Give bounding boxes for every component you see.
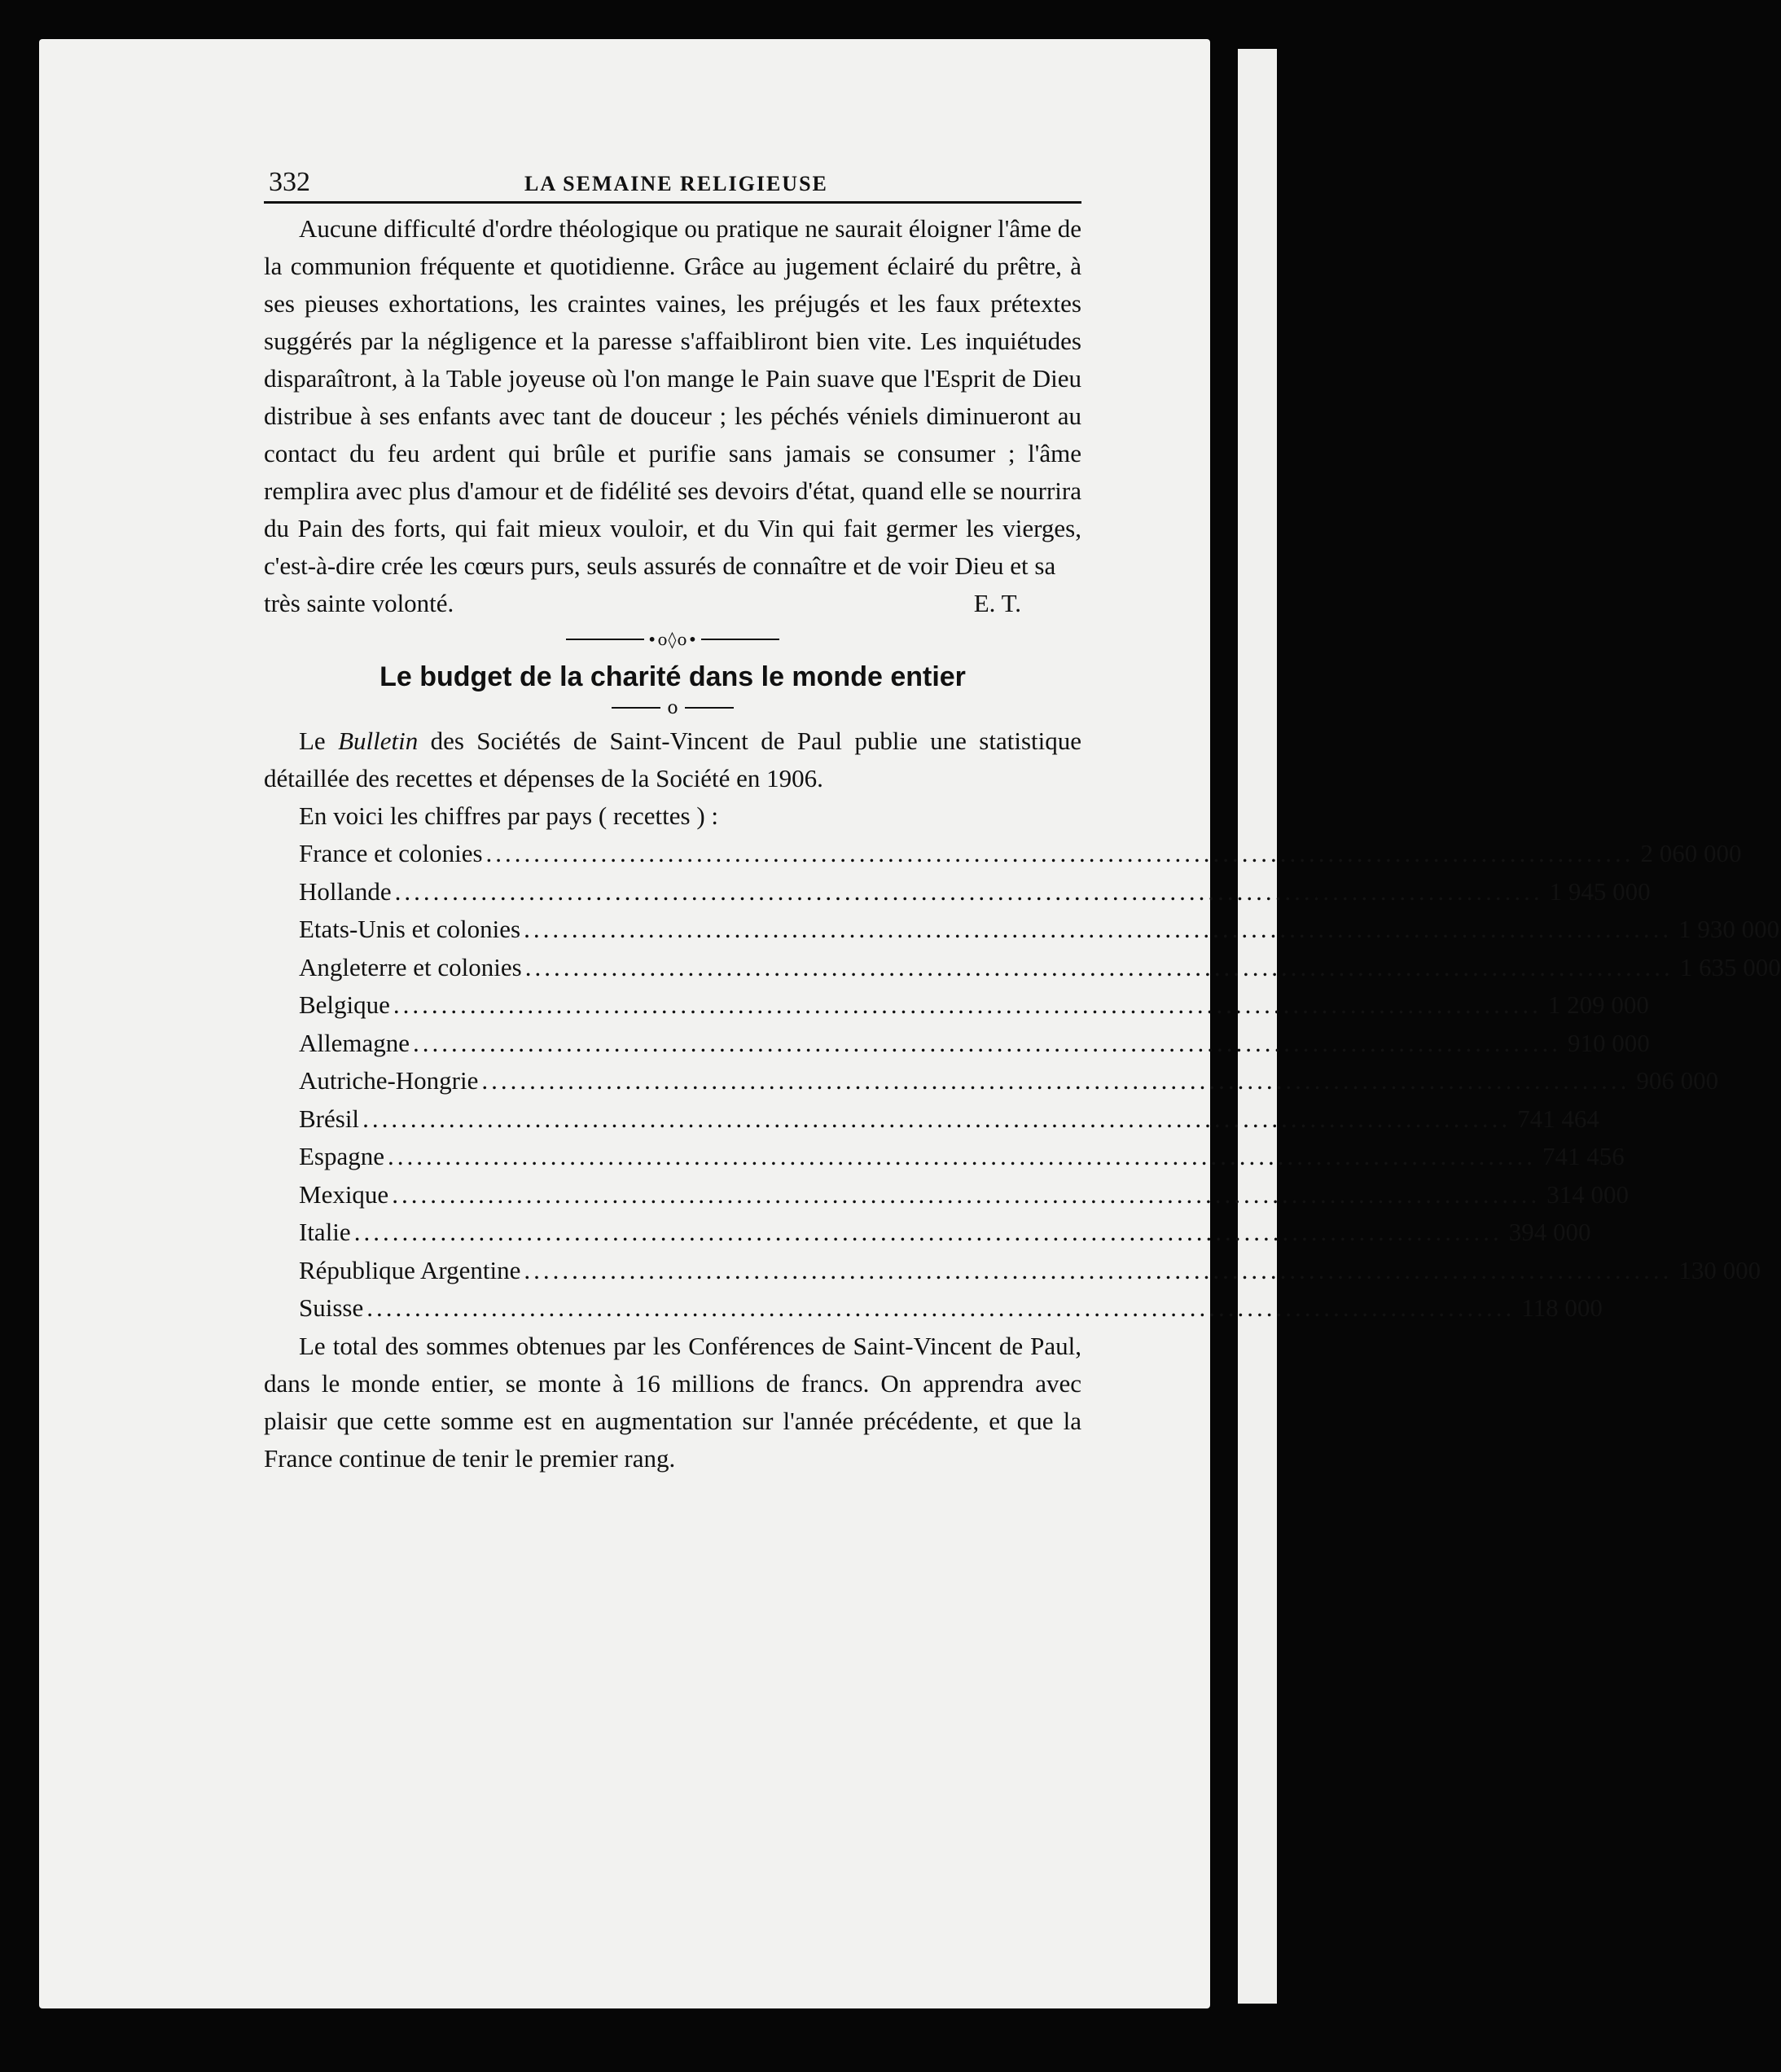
divider-rule-left xyxy=(566,639,644,640)
dot-leader: ........................................................................................................................ xyxy=(524,1255,1673,1284)
receipt-amount: 910 000 xyxy=(1568,1028,1650,1057)
receipts-table xyxy=(299,835,1781,1328)
intro-paragraph: Aucune difficulté d'ordre théologique ou pratique ne saurait éloigner l'âme de la communion fréquente et quotidienne. Grâce au jugement éclairé du prêtre, à ses pieuses exhortations, les craintes vaines, les préjugés et les faux prétextes suggérés par la négligence et la paresse s'affaibliront bien vite. Les inquiétudes disparaîtront, à la Table joyeuse où l'on mange le Pain suave que l'Esprit de Dieu distribue à ses enfants avec tant de douceur ; les péchés véniels diminueront au contact du feu ardent qui brûle et purifie sans jamais se consumer ; l'âme remplira avec plus d'amour et de fidélité ses devoirs d'état, quand elle se nourrira du Pain des forts, qui fait mieux vouloir, et du Vin qui fait germer les vierges, c'est-à-dire crée les cœurs purs, seuls assurés de connaître et de voir Dieu et sa xyxy=(264,214,1081,580)
title-divider-rule-right xyxy=(685,707,734,709)
paragraph-1-prefix: Le xyxy=(299,727,339,755)
dot-leader: ........................................................................................................................ xyxy=(481,1066,1630,1095)
intro-closing-line xyxy=(264,585,1081,622)
receipt-amount: 1 945 000 xyxy=(1549,876,1651,906)
receipt-amount: 741 456 xyxy=(1542,1142,1625,1170)
country-name: Belgique xyxy=(299,990,390,1019)
country-name: Mexique xyxy=(299,1179,389,1209)
country-name: Autriche-Hongrie xyxy=(299,1066,479,1095)
table-row xyxy=(299,873,1651,911)
receipt-amount: 2 060 000 xyxy=(1640,839,1742,867)
table-row xyxy=(299,835,1742,873)
title-divider-mark: o xyxy=(667,697,678,718)
table-row xyxy=(299,986,1649,1025)
dot-leader: ........................................................................................................................ xyxy=(353,1218,1502,1246)
country-name: France et colonies xyxy=(299,839,483,867)
dot-leader: ........................................................................................................................ xyxy=(393,990,1542,1019)
title-divider xyxy=(264,693,1081,722)
dot-leader: ........................................................................................................................ xyxy=(388,1142,1537,1170)
receipt-amount: 394 000 xyxy=(1508,1218,1591,1246)
table-row xyxy=(299,911,1780,949)
receipt-amount: 1 930 000 xyxy=(1678,915,1780,943)
receipt-amount: 130 000 xyxy=(1678,1255,1761,1284)
table-row xyxy=(299,1289,1603,1328)
article-paragraph-2: En voici les chiffres par pays ( recettes ) : xyxy=(299,801,719,830)
country-name: Espagne xyxy=(299,1142,385,1170)
title-divider-rule-left xyxy=(612,707,660,709)
table-row xyxy=(299,1214,1591,1252)
author-signature: E. T. xyxy=(973,589,1021,617)
receipt-amount: 906 000 xyxy=(1636,1066,1719,1095)
table-row xyxy=(299,1138,1625,1176)
dot-leader: ........................................................................................................................ xyxy=(524,952,1674,981)
receipt-amount: 1 209 000 xyxy=(1547,990,1649,1019)
receipt-amount: 1 635 000 xyxy=(1679,952,1781,981)
article-title: Le budget de la charité dans le monde entier xyxy=(379,661,966,692)
table-row xyxy=(299,1062,1719,1100)
section-divider xyxy=(264,626,1081,653)
divider-rule-right xyxy=(701,639,779,640)
page-content xyxy=(264,167,1781,1477)
receipt-amount: 118 000 xyxy=(1521,1293,1603,1322)
country-name: Hollande xyxy=(299,876,392,906)
closing-paragraph: Le total des sommes obtenues par les Conférences de Saint-Vincent de Paul, dans le monde entier, se monte à 16 millions de francs. On apprendra avec plaisir que cette somme est en augmentation sur l'année précédente, et que la France continue de tenir le premier rang. xyxy=(264,1331,1081,1473)
running-title: LA SEMAINE RELIGIEUSE xyxy=(524,172,828,195)
table-row xyxy=(299,1025,1650,1063)
dot-leader: ........................................................................................................................ xyxy=(413,1028,1562,1057)
dot-leader: ........................................................................................................................ xyxy=(392,1179,1541,1209)
paragraph-1-rest: des Sociétés de Saint-Vincent de Paul publie une statistique détaillée des recettes et dépenses de la Société en 1906. xyxy=(264,727,1081,792)
intro-last-line: très sainte volonté. xyxy=(264,589,454,617)
page-header xyxy=(264,167,1081,204)
dot-leader: ........................................................................................................................ xyxy=(524,915,1673,943)
page-number: 332 xyxy=(269,167,310,197)
country-name: Angleterre et colonies xyxy=(299,952,522,981)
dot-leader: ........................................................................................................................ xyxy=(362,1104,1511,1133)
dot-leader: ........................................................................................................................ xyxy=(394,876,1543,906)
dot-leader: ........................................................................................................................ xyxy=(485,839,1634,867)
country-name: Etats-Unis et colonies xyxy=(299,915,521,943)
table-row xyxy=(299,949,1781,987)
article-paragraph-1 xyxy=(264,722,1081,797)
country-name: Allemagne xyxy=(299,1028,410,1057)
country-name: Brésil xyxy=(299,1104,360,1133)
receipt-amount: 741 464 xyxy=(1517,1104,1599,1133)
divider-ornament: •o◊o• xyxy=(647,630,699,649)
country-name: Italie xyxy=(299,1218,351,1246)
receipt-amount: 314 000 xyxy=(1546,1179,1629,1209)
country-name: République Argentine xyxy=(299,1255,521,1284)
table-row xyxy=(299,1252,1761,1290)
country-name: Suisse xyxy=(299,1293,364,1322)
dot-leader: ........................................................................................................................ xyxy=(366,1293,1516,1322)
table-row xyxy=(299,1176,1629,1214)
bulletin-title: Bulletin xyxy=(338,727,419,755)
table-row xyxy=(299,1100,1599,1139)
